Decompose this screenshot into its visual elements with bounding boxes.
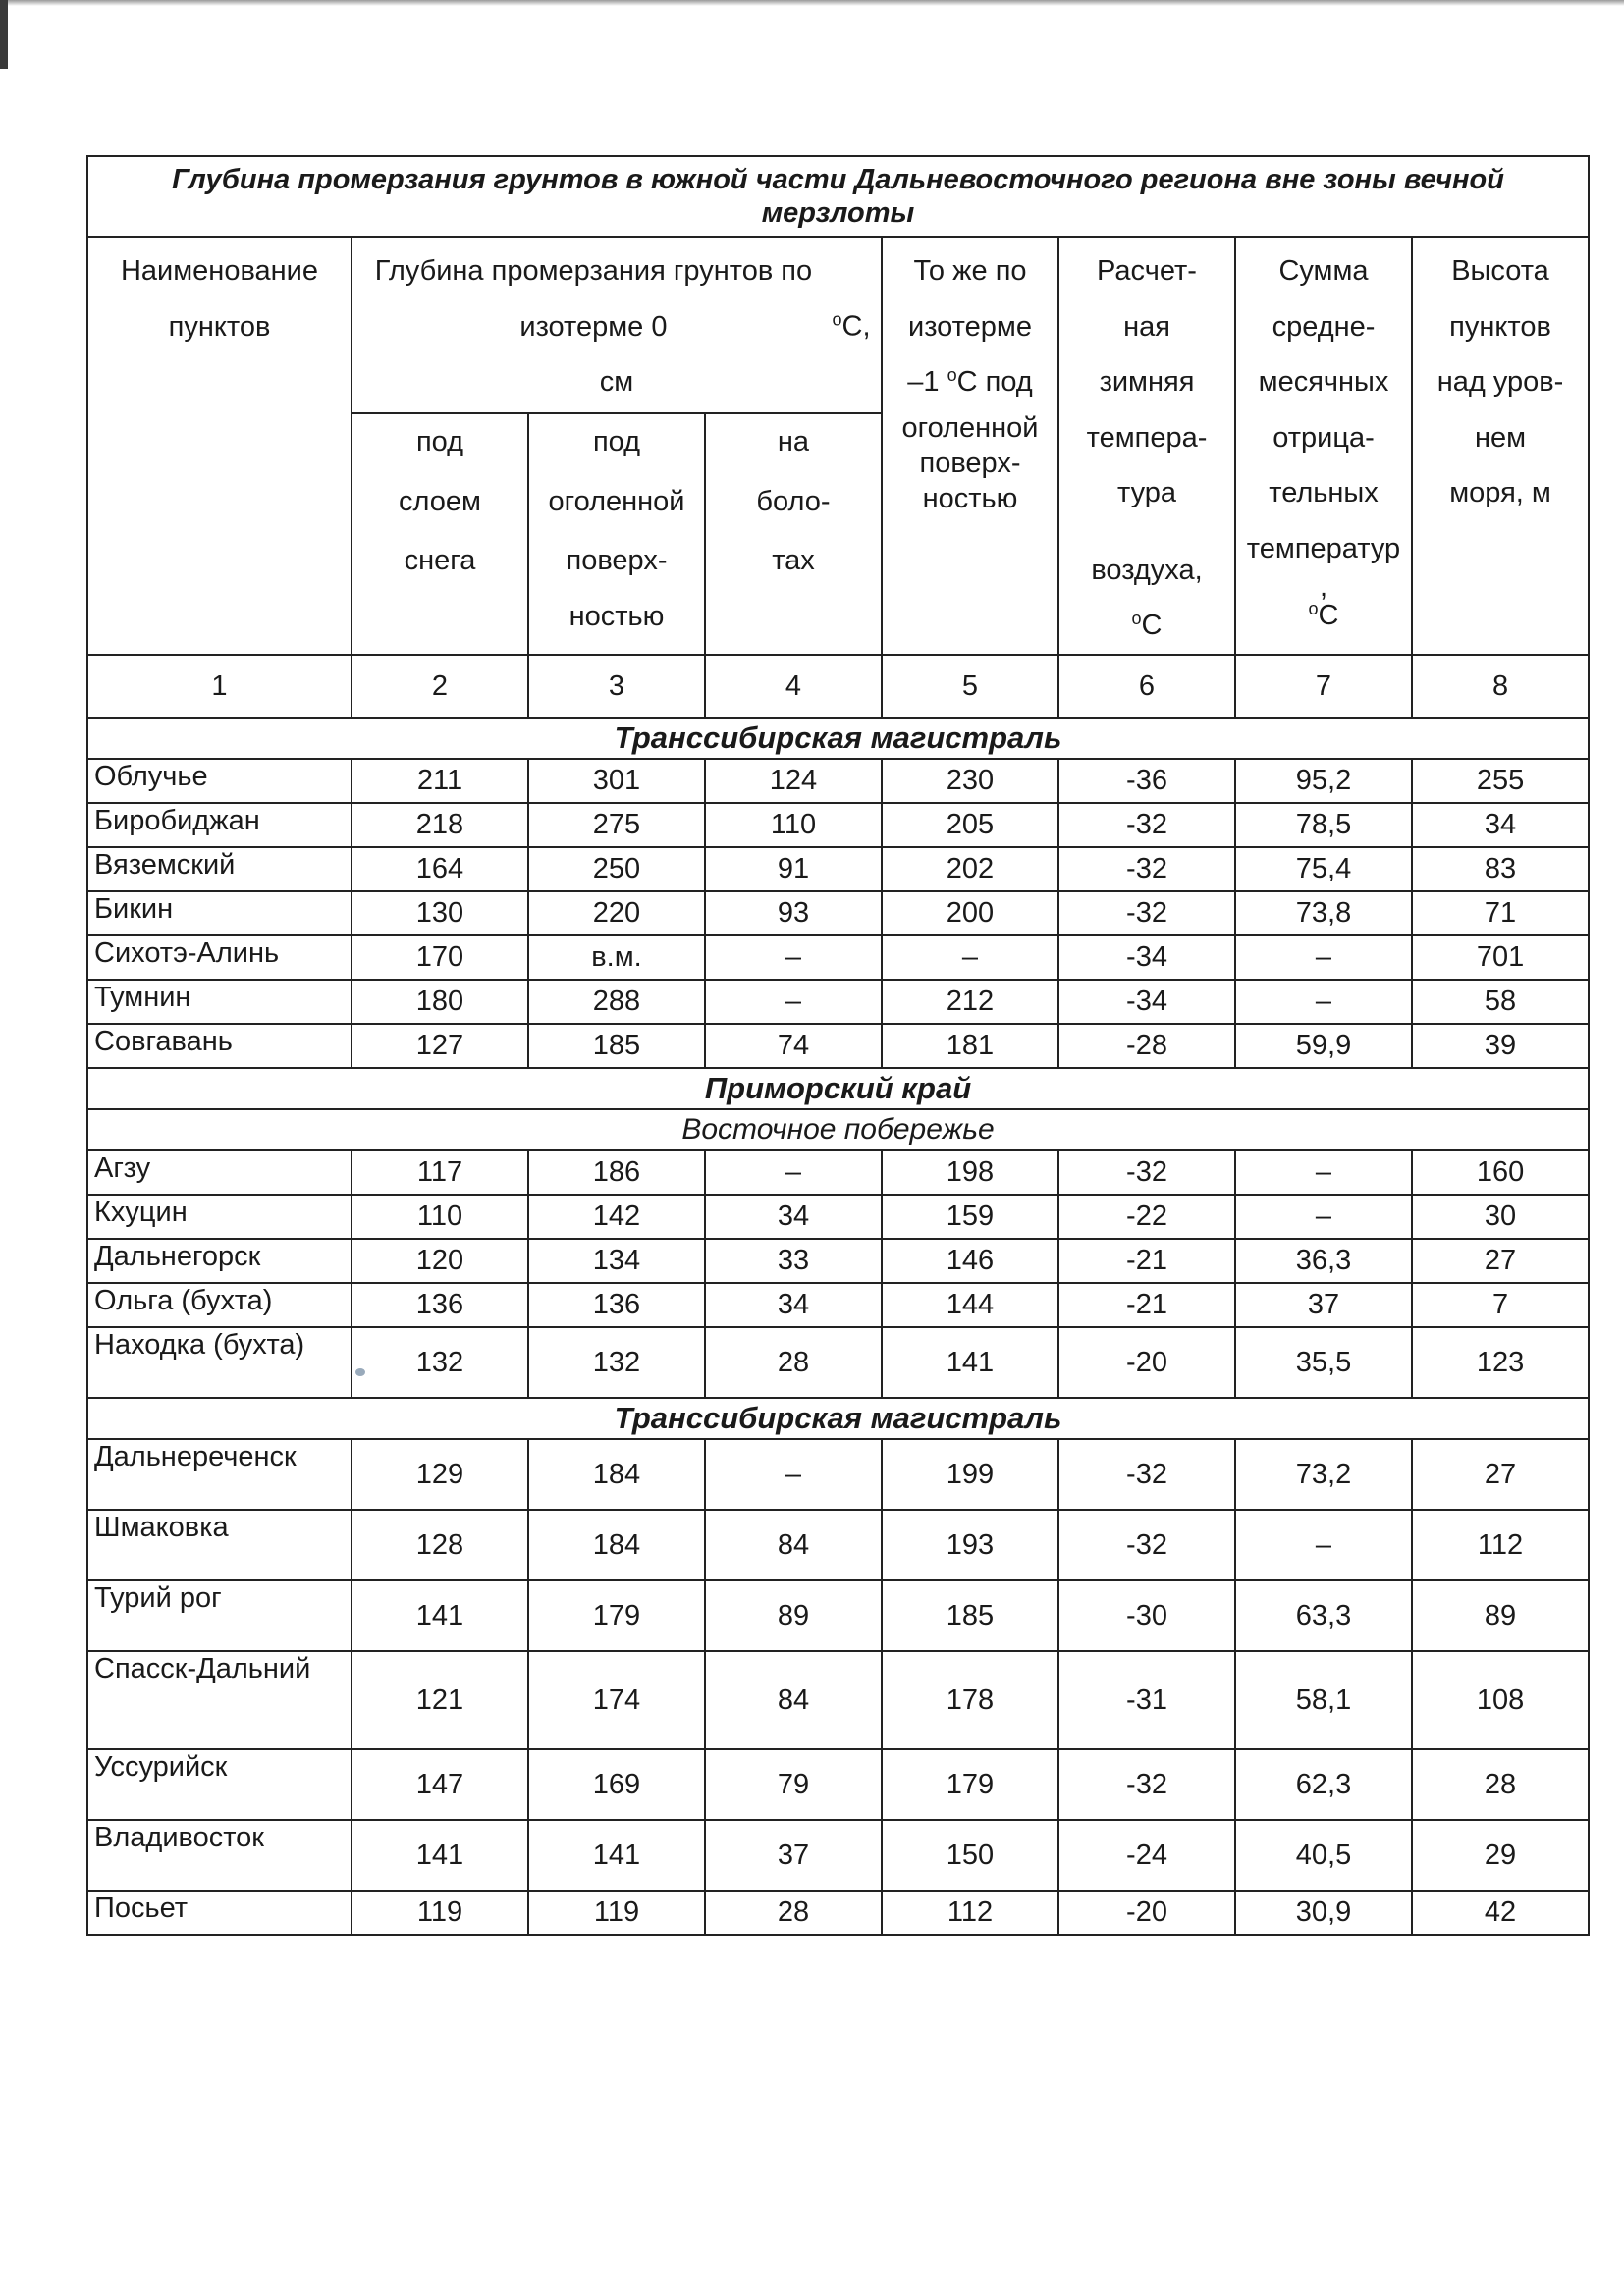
- header-neg-sum-line-4: отрица-: [1272, 421, 1375, 454]
- table-cell: 110: [705, 803, 882, 847]
- header-depth-snow-line-1: под: [415, 426, 464, 458]
- table-cell: 150: [882, 1820, 1058, 1891]
- table-cell: 93: [705, 891, 882, 935]
- table-cell: 112: [882, 1891, 1058, 1935]
- header-name-text: Наименование пунктов: [120, 255, 319, 343]
- table-cell: 83: [1412, 847, 1589, 891]
- table-cell: –: [882, 935, 1058, 980]
- table-cell: 28: [705, 1327, 882, 1398]
- table-cell: 34: [1412, 803, 1589, 847]
- table-cell: 28: [1412, 1749, 1589, 1820]
- table-cell: -20: [1058, 1891, 1235, 1935]
- table-cell: 30: [1412, 1195, 1589, 1239]
- station-name: Дальнереченск: [87, 1439, 352, 1510]
- table-cell: -34: [1058, 935, 1235, 980]
- station-name: Кхуцин: [87, 1195, 352, 1239]
- header-depth-bare-line-3: поверх-: [566, 545, 668, 577]
- table-cell: 147: [352, 1749, 528, 1820]
- station-name: Турий рог: [87, 1580, 352, 1651]
- header-minus1-line-3: [887, 354, 1054, 410]
- table-cell: -20: [1058, 1327, 1235, 1398]
- table-cell: 40,5: [1235, 1820, 1412, 1891]
- table-cell: 146: [882, 1239, 1058, 1283]
- table-cell: 119: [352, 1891, 528, 1935]
- section-header-row: [87, 1068, 1589, 1109]
- header-winter-temp-line-4: темпера-: [1086, 421, 1208, 454]
- table-cell: 186: [528, 1150, 705, 1195]
- table-row: [87, 803, 1589, 847]
- table-cell: 179: [528, 1580, 705, 1651]
- table-cell: -28: [1058, 1024, 1235, 1068]
- table-cell: 174: [528, 1651, 705, 1749]
- table-cell: 136: [528, 1283, 705, 1327]
- table-cell: 123: [1412, 1327, 1589, 1398]
- table-row: [87, 1195, 1589, 1239]
- degree-sign: o: [1131, 609, 1142, 629]
- table-cell: -22: [1058, 1195, 1235, 1239]
- header-neg-sum-unit: C: [1318, 600, 1339, 632]
- header-winter-temp-line-6: воздуха,: [1091, 554, 1203, 586]
- section-title: Транссибирская магистраль: [87, 1398, 1589, 1439]
- table-cell: 202: [882, 847, 1058, 891]
- station-name: Тумнин: [87, 980, 352, 1024]
- table-cell: 184: [528, 1510, 705, 1580]
- table-cell: –: [1235, 1150, 1412, 1195]
- table-cell: 179: [882, 1749, 1058, 1820]
- station-name: Посьет: [87, 1891, 352, 1935]
- table-cell: 701: [1412, 935, 1589, 980]
- table-cell: 130: [352, 891, 528, 935]
- table-cell: 39: [1412, 1024, 1589, 1068]
- table-cell: 141: [352, 1580, 528, 1651]
- table-cell: 170: [352, 935, 528, 980]
- table-cell: 89: [1412, 1580, 1589, 1651]
- table-cell: –: [1235, 980, 1412, 1024]
- table-cell: 164: [352, 847, 528, 891]
- header-depth-swamp-line-1: на: [777, 426, 810, 458]
- header-altitude-line-2: пунктов: [1449, 310, 1551, 343]
- table-cell: 250: [528, 847, 705, 891]
- column-number: 6: [1058, 655, 1235, 718]
- table-cell: 34: [705, 1283, 882, 1327]
- table-cell: 124: [705, 759, 882, 803]
- station-name: Сихотэ-Алинь: [87, 935, 352, 980]
- table-cell: 62,3: [1235, 1749, 1412, 1820]
- table-cell: -21: [1058, 1239, 1235, 1283]
- column-number: 5: [882, 655, 1058, 718]
- table-cell: -21: [1058, 1283, 1235, 1327]
- table-cell: 33: [705, 1239, 882, 1283]
- table-cell: –: [1235, 1510, 1412, 1580]
- header-neg-sum-line-2: средне-: [1272, 310, 1376, 343]
- table-cell: 58,1: [1235, 1651, 1412, 1749]
- table-cell: 27: [1412, 1239, 1589, 1283]
- table-cell: –: [705, 935, 882, 980]
- table-cell: –: [1235, 935, 1412, 980]
- header-neg-sum-line-7: [1240, 599, 1407, 633]
- header-altitude-line-1: Высота: [1451, 255, 1549, 287]
- table-cell: 35,5: [1235, 1327, 1412, 1398]
- table-cell: 218: [352, 803, 528, 847]
- table-cell: 75,4: [1235, 847, 1412, 891]
- header-minus1-line-4: оголенной поверх-ностью: [901, 411, 1039, 515]
- station-name: Бикин: [87, 891, 352, 935]
- table-cell: 129: [352, 1439, 528, 1510]
- header-neg-sum-line-5: тельных: [1269, 477, 1379, 509]
- table-cell: 159: [882, 1195, 1058, 1239]
- table-cell: –: [705, 1439, 882, 1510]
- table-cell: -31: [1058, 1651, 1235, 1749]
- header-depth-snow: [352, 413, 528, 655]
- table-cell: -32: [1058, 1749, 1235, 1820]
- table-row: [87, 847, 1589, 891]
- table-cell: 74: [705, 1024, 882, 1068]
- table-row: [87, 759, 1589, 803]
- header-depth-snow-line-3: снега: [404, 545, 476, 577]
- table-cell: 275: [528, 803, 705, 847]
- table-cell: -32: [1058, 1150, 1235, 1195]
- table-cell: 37: [705, 1820, 882, 1891]
- table-cell: 121: [352, 1651, 528, 1749]
- table-row: [87, 935, 1589, 980]
- table-cell: 212: [882, 980, 1058, 1024]
- table-cell: 73,2: [1235, 1439, 1412, 1510]
- table-cell: -32: [1058, 803, 1235, 847]
- table-cell: 255: [1412, 759, 1589, 803]
- header-depth-group-unit: C, см: [599, 310, 871, 399]
- table-row: [87, 1327, 1589, 1398]
- header-depth-bare-line-1: под: [592, 426, 641, 458]
- station-name: Шмаковка: [87, 1510, 352, 1580]
- header-neg-sum: [1235, 237, 1412, 655]
- station-name: Облучье: [87, 759, 352, 803]
- table-cell: 136: [352, 1283, 528, 1327]
- table-cell: -32: [1058, 847, 1235, 891]
- table-cell: 36,3: [1235, 1239, 1412, 1283]
- table-cell: 200: [882, 891, 1058, 935]
- station-name: Ольга (бухта): [87, 1283, 352, 1327]
- table-cell: 132: [352, 1327, 528, 1398]
- table-cell: 120: [352, 1239, 528, 1283]
- station-name: Уссурийск: [87, 1749, 352, 1820]
- table-cell: –: [705, 1150, 882, 1195]
- table-cell: 79: [705, 1749, 882, 1820]
- column-number: 4: [705, 655, 882, 718]
- table-cell: 91: [705, 847, 882, 891]
- table-cell: –: [705, 980, 882, 1024]
- table-row: [87, 1510, 1589, 1580]
- table-cell: 42: [1412, 1891, 1589, 1935]
- column-number: 3: [528, 655, 705, 718]
- table-cell: 63,3: [1235, 1580, 1412, 1651]
- table-cell: 199: [882, 1439, 1058, 1510]
- table-cell: 134: [528, 1239, 705, 1283]
- table-cell: -32: [1058, 891, 1235, 935]
- table-cell: –: [1235, 1195, 1412, 1239]
- header-depth-group-text: Глубина промерзания грунтов по изотерме 0: [374, 255, 813, 343]
- table-cell: в.м.: [528, 935, 705, 980]
- table-cell: 73,8: [1235, 891, 1412, 935]
- table-cell: 141: [528, 1820, 705, 1891]
- degree-sign: o: [832, 309, 842, 330]
- table-cell: 205: [882, 803, 1058, 847]
- station-name: Находка (бухта): [87, 1327, 352, 1398]
- header-winter-temp-line-5: тура: [1116, 477, 1177, 509]
- table-cell: 230: [882, 759, 1058, 803]
- table-cell: 198: [882, 1150, 1058, 1195]
- table-cell: 58: [1412, 980, 1589, 1024]
- table-cell: 169: [528, 1749, 705, 1820]
- header-depth-swamp-line-2: боло-: [756, 485, 831, 517]
- table-cell: -30: [1058, 1580, 1235, 1651]
- table-row: [87, 1439, 1589, 1510]
- column-number: 2: [352, 655, 528, 718]
- table-cell: -34: [1058, 980, 1235, 1024]
- table-row: [87, 1150, 1589, 1195]
- header-depth-swamp-line-3: тах: [772, 545, 815, 577]
- table-cell: 112: [1412, 1510, 1589, 1580]
- subsection-header-row: [87, 1109, 1589, 1150]
- table-cell: 84: [705, 1510, 882, 1580]
- header-neg-sum-line-6: температур: [1246, 532, 1401, 564]
- table-cell: 128: [352, 1510, 528, 1580]
- frost-depth-table: [86, 155, 1590, 1936]
- section-header-row: [87, 718, 1589, 759]
- table-row: [87, 980, 1589, 1024]
- table-cell: 185: [882, 1580, 1058, 1651]
- table-cell: 59,9: [1235, 1024, 1412, 1068]
- table-cell: 110: [352, 1195, 528, 1239]
- table-row: [87, 1651, 1589, 1749]
- header-neg-sum-line-1: Сумма: [1278, 255, 1369, 287]
- header-winter-temp-line-2: ная: [1123, 310, 1170, 343]
- table-cell: 181: [882, 1024, 1058, 1068]
- station-name: Вяземский: [87, 847, 352, 891]
- table-row: [87, 1024, 1589, 1068]
- station-name: Спасск-Дальний: [87, 1651, 352, 1749]
- header-winter-temp-line-7: [1063, 598, 1230, 654]
- table-cell: 185: [528, 1024, 705, 1068]
- table-cell: 211: [352, 759, 528, 803]
- station-name: Агзу: [87, 1150, 352, 1195]
- header-depth-bare: [528, 413, 705, 655]
- header-row-1: [87, 237, 1589, 413]
- scan-edge-left: [0, 0, 8, 69]
- table-cell: 160: [1412, 1150, 1589, 1195]
- header-name: [87, 237, 352, 655]
- degree-sign: o: [1308, 599, 1319, 619]
- table-row: [87, 1891, 1589, 1935]
- table-cell: 27: [1412, 1439, 1589, 1510]
- section-title: Транссибирская магистраль: [87, 718, 1589, 759]
- header-minus1-unit: C под: [956, 366, 1033, 399]
- station-name: Дальнегорск: [87, 1239, 352, 1283]
- table-cell: 84: [705, 1651, 882, 1749]
- table-cell: 7: [1412, 1283, 1589, 1327]
- header-depth-group: [352, 237, 882, 413]
- header-altitude-line-4: нем: [1474, 421, 1527, 454]
- table-title: Глубина промерзания грунтов в южной части Дальневосточного региона вне зоны вечной мерзлоты: [87, 156, 1589, 237]
- header-altitude-line-3: над уров-: [1436, 366, 1564, 399]
- table-cell: 29: [1412, 1820, 1589, 1891]
- table-cell: -24: [1058, 1820, 1235, 1891]
- column-number: 7: [1235, 655, 1412, 718]
- header-winter-temp-line-3: зимняя: [1099, 366, 1195, 399]
- table-cell: 119: [528, 1891, 705, 1935]
- header-depth-bare-line-4: ностью: [568, 600, 665, 632]
- table-cell: -32: [1058, 1439, 1235, 1510]
- station-name: Совгавань: [87, 1024, 352, 1068]
- table-cell: 30,9: [1235, 1891, 1412, 1935]
- table-cell: 37: [1235, 1283, 1412, 1327]
- header-altitude-line-5: моря, м: [1449, 477, 1551, 509]
- table-cell: -36: [1058, 759, 1235, 803]
- table-cell: 184: [528, 1439, 705, 1510]
- table-cell: 34: [705, 1195, 882, 1239]
- section-header-row: [87, 1398, 1589, 1439]
- header-depth-swamp: [705, 413, 882, 655]
- table-cell: 288: [528, 980, 705, 1024]
- header-winter-temp: [1058, 237, 1235, 655]
- header-minus1: [882, 237, 1058, 655]
- table-row: [87, 1749, 1589, 1820]
- table-cell: 117: [352, 1150, 528, 1195]
- header-winter-temp-unit: C: [1141, 610, 1163, 642]
- section-title: Приморский край: [87, 1068, 1589, 1109]
- degree-sign: o: [947, 365, 957, 386]
- header-neg-sum-comma: ,: [1319, 571, 1328, 604]
- table-cell: 193: [882, 1510, 1058, 1580]
- header-altitude: [1412, 237, 1589, 655]
- table-row: [87, 1283, 1589, 1327]
- header-winter-temp-line-1: Расчет-: [1097, 255, 1197, 287]
- header-depth-bare-line-2: оголенной: [548, 485, 685, 517]
- table-cell: 142: [528, 1195, 705, 1239]
- table-cell: 95,2: [1235, 759, 1412, 803]
- header-minus1-line-2: изотерме: [908, 310, 1032, 343]
- table-cell: 141: [882, 1327, 1058, 1398]
- table-cell: 28: [705, 1891, 882, 1935]
- table-cell: 220: [528, 891, 705, 935]
- table-cell: 71: [1412, 891, 1589, 935]
- station-name: Биробиджан: [87, 803, 352, 847]
- table-cell: 301: [528, 759, 705, 803]
- column-number: 8: [1412, 655, 1589, 718]
- table-row: [87, 891, 1589, 935]
- table-cell: 108: [1412, 1651, 1589, 1749]
- table-cell: 180: [352, 980, 528, 1024]
- column-number-row: [87, 655, 1589, 718]
- table-cell: 141: [352, 1820, 528, 1891]
- scan-edge-top: [0, 0, 1624, 6]
- header-neg-sum-line-3: месячных: [1258, 366, 1389, 399]
- table-row: [87, 1820, 1589, 1891]
- station-name: Владивосток: [87, 1820, 352, 1891]
- header-minus1-value: –1: [907, 366, 940, 399]
- header-minus1-line-1: То же по: [913, 255, 1027, 287]
- header-depth-snow-line-2: слоем: [399, 485, 481, 517]
- table-cell: 132: [528, 1327, 705, 1398]
- table-cell: 89: [705, 1580, 882, 1651]
- subsection-title: Восточное побережье: [87, 1109, 1589, 1150]
- column-number: 1: [87, 655, 352, 718]
- table-cell: 78,5: [1235, 803, 1412, 847]
- title-row: [87, 156, 1589, 237]
- table-cell: 144: [882, 1283, 1058, 1327]
- table-cell: 178: [882, 1651, 1058, 1749]
- table-cell: 127: [352, 1024, 528, 1068]
- table-cell: -32: [1058, 1510, 1235, 1580]
- table-row: [87, 1239, 1589, 1283]
- table-row: [87, 1580, 1589, 1651]
